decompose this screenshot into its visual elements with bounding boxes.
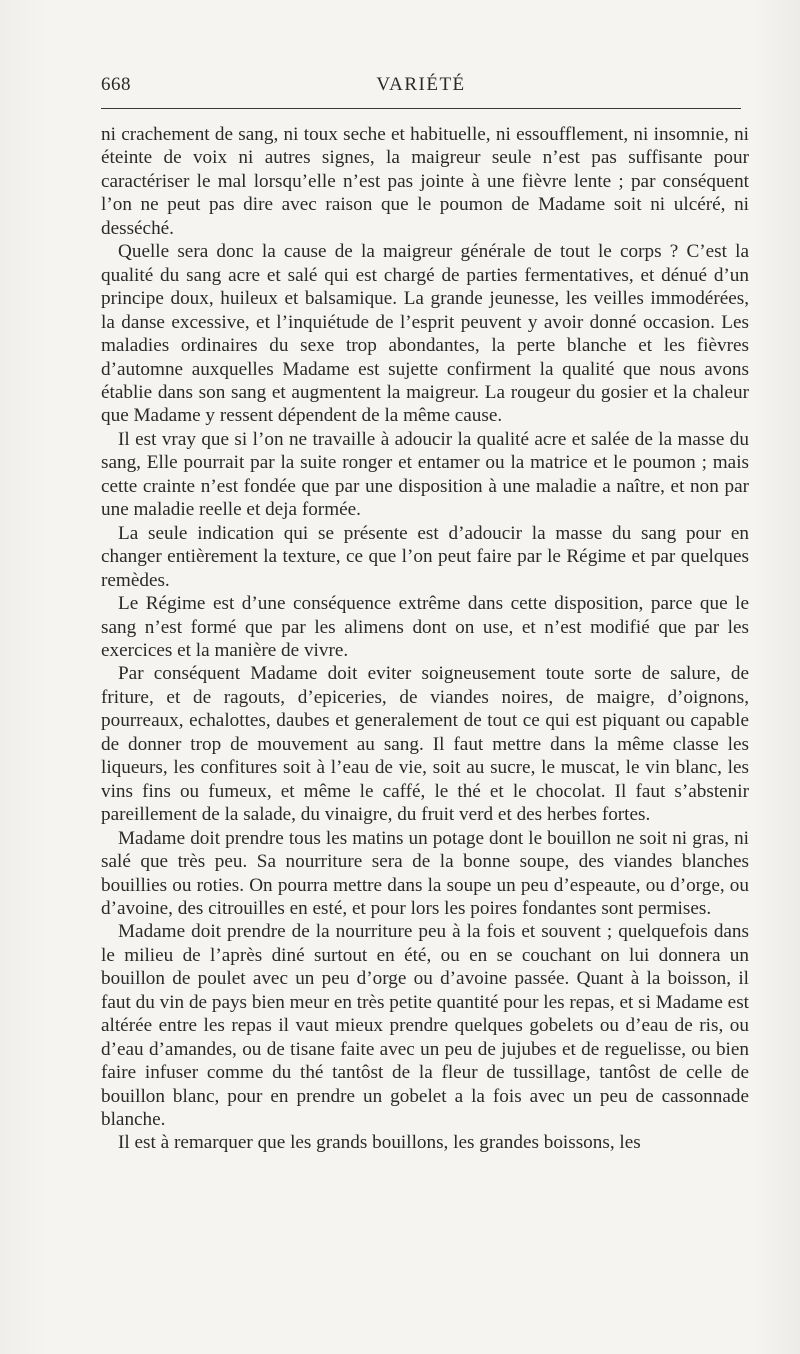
paragraph: Madame doit prendre tous les matins un potage dont le bouillon ne soit ni gras, ni salé que très peu. Sa nourriture sera de la bonne soupe, des viandes blanches bouillies ou roties. On pourra mettre dans la soupe un peu d’espeaute, ou d’orge, ou d’avoine, des citrouilles en esté, et pour lors les poires fondantes sont permises. (101, 827, 749, 919)
page-number: 668 (101, 74, 131, 95)
body-text (101, 123, 749, 1155)
page-header (101, 74, 741, 98)
paragraph: ni crachement de sang, ni toux seche et habituelle, ni essoufflement, ni insomnie, ni éteinte de voix ni autres signes, la maigreur seule n’est pas suffisante pour caractériser le mal lorsqu’elle n’est pas jointe à une fièvre lente ; par conséquent l’on ne peut pas dire avec raison que le poumon de Madame soit ni ulcéré, ni desséché. (101, 124, 749, 239)
paragraph: Il est vray que si l’on ne travaille à adoucir la qualité acre et salée de la masse du sang, Elle pourrait par la suite ronger et entamer ou la matrice et le poumon ; mais cette crainte n’est fondée que par une disposition à une maladie a naître, et non par une maladie reelle et deja formée. (101, 428, 749, 521)
header-rule (101, 108, 741, 109)
running-title: VARIÉTÉ (376, 74, 466, 95)
paragraph: Le Régime est d’une conséquence extrême dans cette disposition, parce que le sang n’est formé que par les alimens dont on use, et n’est modifié que par les exercices et la manière de vivre. (101, 593, 749, 661)
paragraph: Madame doit prendre de la nourriture peu à la fois et souvent ; quelquefois dans le milieu de l’après diné surtout en été, ou en se couchant on lui donnera un bouillon de poulet avec un peu d’orge ou d’avoine passée. Quant à la boisson, il faut du vin de pays bien meur en très petite quantité pour les repas, et si Madame est altérée entre les repas il vaut mieux prendre quelques gobelets ou d’eau de ris, ou d’eau d’amandes, ou de tisane faite avec un peu de jujubes et de reguelisse, ou bien faire infuser comme du thé tantôst de la fleur de tussillage, tantôst de celle de bouillon blanc, pour en prendre un gobelet a la fois avec un peu de cassonnade blanche. (101, 921, 749, 1131)
paragraph: Quelle sera donc la cause de la maigreur générale de tout le corps ? C’est la qualité du sang acre et salé qui est chargé de parties fermentatives, et dénué d’un principe doux, huileux et balsamique. La grande jeunesse, les veilles immodérées, la danse excessive, et l’inquiétude de l’esprit peuvent y avoir donné occasion. Les maladies ordinaires du sexe trop abondantes, la perte blanche et les fièvres d’automne auxquelles Madame est sujette confirment la qualité que nous avons établie dans son sang et augmentent la maigreur. La rougeur du gosier et la chaleur que Madame y ressent dépendent de la même cause. (101, 241, 749, 427)
paragraph: La seule indication qui se présente est d’adoucir la masse du sang pour en changer entièrement la texture, ce que l’on peut faire par le Régime et par quelques remèdes. (101, 522, 749, 591)
paragraph: Par conséquent Madame doit eviter soigneusement toute sorte de salure, de friture, et de ragouts, d’epiceries, de viandes noires, de maigre, d’oignons, pourreaux, echalottes, daubes et generalement de tout ce qui est piquant ou capable de donner trop de mouvement au sang. Il faut mettre dans la même classe les liqueurs, les confitures soit à l’eau de vie, soit au sucre, le muscat, le vin blanc, les vins fins ou fumeux, et même le caffé, le thé et le chocolat. Il faut s’abstenir pareillement de la salade, du vinaigre, du fruit verd et des herbes fortes. (101, 663, 749, 826)
paragraph: Il est à remarquer que les grands bouillons, les grandes boissons, les (118, 1132, 641, 1154)
